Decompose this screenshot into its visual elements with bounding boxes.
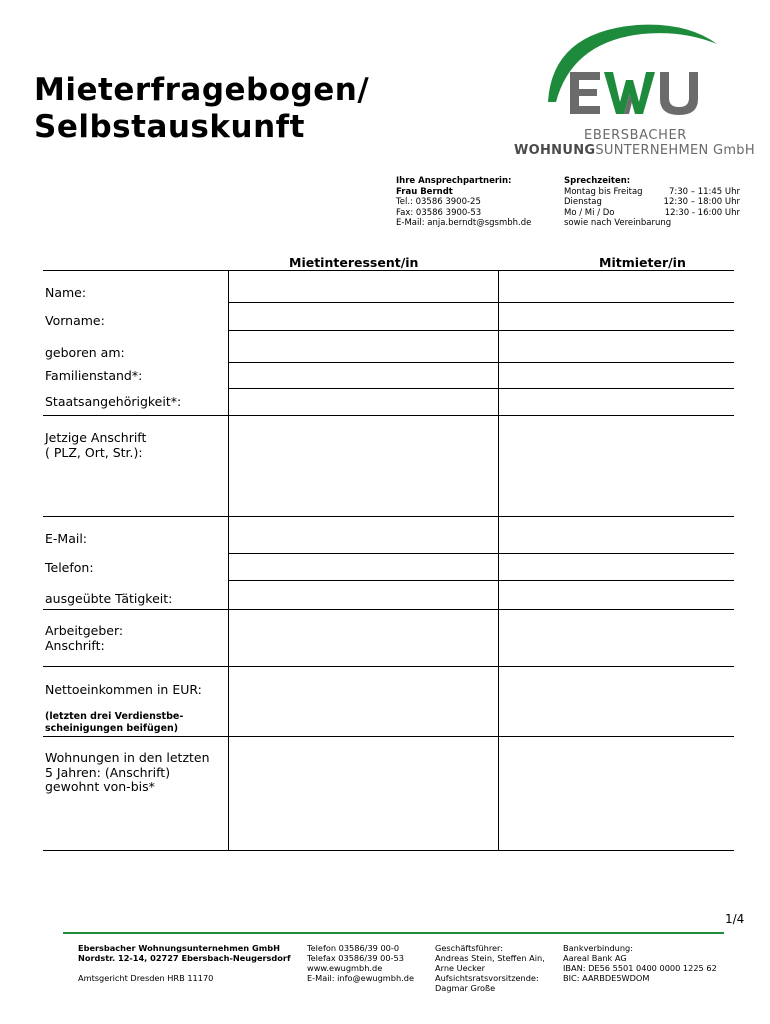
logo-subtitle-2: [514, 143, 755, 158]
footer-phone: [307, 943, 414, 983]
column-divider: [498, 270, 499, 850]
comover-nationality-field[interactable]: [500, 390, 733, 414]
comover-employer-field[interactable]: [500, 611, 733, 665]
applicant-employer-field[interactable]: [230, 611, 497, 665]
label-address-line: Jetzige Anschrift: [45, 430, 147, 445]
applicant-address-field[interactable]: [230, 417, 497, 515]
income-note: [45, 711, 183, 735]
footer-line: Ebersbacher Wohnungsunternehmen GmbH: [78, 943, 280, 953]
footer-line: Telefon 03586/39 00-0: [307, 943, 400, 953]
logo-subtitle-1: EBERSBACHER: [584, 128, 687, 143]
row-divider: [228, 302, 734, 303]
row-divider: [43, 415, 734, 416]
label-prior-homes-line: gewohnt von-bis*: [45, 779, 155, 794]
applicant-email-field[interactable]: [230, 518, 497, 552]
hours-row: [564, 208, 740, 219]
income-note-line: scheinigungen beifügen): [45, 723, 179, 734]
comover-prior-homes-field[interactable]: [500, 738, 733, 849]
label-prior-homes-line: 5 Jahren: (Anschrift): [45, 764, 171, 780]
label-birthdate: geboren am:: [45, 345, 125, 360]
footer-website-link[interactable]: www.ewugmbh.de: [307, 963, 383, 973]
hours-time: 12:30 - 16:00 Uhr: [664, 207, 740, 218]
row-divider: [228, 553, 734, 554]
applicant-name-field[interactable]: [230, 272, 497, 301]
footer-line: Telefax 03586/39 00-53: [307, 953, 404, 963]
applicant-occupation-field[interactable]: [230, 582, 497, 608]
footer-line: Aufsichtsratsvorsitzende:: [435, 973, 539, 983]
contact-heading: Ihre Ansprechpartnerin:: [396, 176, 512, 186]
label-employer-line: Arbeitgeber:: [45, 623, 124, 638]
label-marital-status: Familienstand*:: [45, 368, 143, 383]
page-title: [34, 72, 369, 146]
row-divider: [43, 516, 734, 517]
label-address: [45, 431, 146, 460]
title-line-1: Mieterfragebogen/: [34, 72, 370, 108]
comover-birthdate-field[interactable]: [500, 332, 733, 361]
label-prior-homes: [45, 751, 210, 795]
row-divider: [228, 580, 734, 581]
footer-line: Bankverbindung:: [563, 943, 634, 953]
income-note-line: (letzten drei Verdienstbe-: [45, 711, 184, 722]
col-header-comover: Mitmieter/in: [599, 255, 686, 270]
column-divider: [228, 270, 229, 850]
contact-fax: Fax: 03586 3900-53: [396, 207, 482, 218]
table-bottom-border: [43, 850, 734, 851]
label-employer: [45, 624, 123, 653]
title-line-2: Selbstauskunft: [34, 109, 305, 145]
hours-day: Mo / Mi / Do: [564, 207, 615, 218]
row-divider: [228, 388, 734, 389]
comover-firstname-field[interactable]: [500, 304, 733, 329]
label-net-income: Nettoeinkommen in EUR:: [45, 682, 202, 697]
label-address-line: ( PLZ, Ort, Str.):: [45, 444, 143, 460]
contact-email[interactable]: E-Mail: anja.berndt@sgsmbh.de: [396, 218, 532, 228]
hours-note: sowie nach Vereinbarung: [564, 218, 672, 228]
label-nationality: Staatsangehörigkeit*:: [45, 394, 182, 409]
hours-day: Montag bis Freitag: [564, 186, 643, 197]
comover-phone-field[interactable]: [500, 555, 733, 579]
footer-bank: [563, 943, 717, 983]
comover-marital-field[interactable]: [500, 364, 733, 387]
page-number: 1/4: [725, 912, 745, 926]
label-prior-homes-line: Wohnungen in den letzten: [45, 750, 210, 765]
footer-line: BIC: AARBDE5WDOM: [563, 973, 650, 983]
col-header-applicant: Mietinteressent/in: [289, 255, 419, 270]
footer-line: Amtsgericht Dresden HRB 11170: [78, 973, 214, 983]
comover-income-field[interactable]: [500, 668, 733, 735]
label-phone: Telefon:: [45, 560, 94, 575]
footer-line: Dagmar Große: [435, 983, 496, 993]
row-divider: [228, 330, 734, 331]
footer-rule: [63, 932, 724, 934]
label-occupation: ausgeübte Tätigkeit:: [45, 591, 173, 606]
contact-block: [396, 176, 531, 229]
hours-day: Dienstag: [564, 197, 602, 207]
row-divider: [43, 666, 734, 667]
applicant-firstname-field[interactable]: [230, 304, 497, 329]
hours-time: 12:30 – 18:00 Uhr: [663, 197, 740, 207]
ewu-logo-graphic: [512, 22, 757, 132]
applicant-income-field[interactable]: [230, 668, 497, 735]
label-email: E-Mail:: [45, 531, 88, 546]
row-divider: [43, 736, 734, 737]
logo-subtitle-bold: WOHNUNG: [514, 143, 596, 158]
comover-email-field[interactable]: [500, 518, 733, 552]
footer-email-link[interactable]: E-Mail: info@ewugmbh.de: [307, 973, 414, 983]
comover-name-field[interactable]: [500, 272, 733, 301]
footer-company: [78, 943, 291, 983]
table-top-border: [43, 270, 734, 271]
contact-tel: Tel.: 03586 3900-25: [396, 197, 481, 207]
label-name: Name:: [45, 285, 87, 300]
contact-name: Frau Berndt: [396, 186, 453, 197]
applicant-birthdate-field[interactable]: [230, 332, 497, 361]
applicant-nationality-field[interactable]: [230, 390, 497, 414]
logo-subtitle-rest: SUNTERNEHMEN GmbH: [595, 143, 755, 158]
label-employer-line: Anschrift:: [45, 637, 105, 653]
hours-row: [564, 197, 740, 208]
hours-time: 7:30 – 11:45 Uhr: [668, 186, 740, 197]
applicant-prior-homes-field[interactable]: [230, 738, 497, 849]
footer-line: Arne Uecker: [435, 963, 486, 973]
footer-management: [435, 943, 545, 993]
footer-line: Nordstr. 12-14, 02727 Ebersbach-Neugersdorf: [78, 953, 291, 963]
applicant-marital-field[interactable]: [230, 364, 497, 387]
row-divider: [228, 362, 734, 363]
hours-row: [564, 187, 740, 198]
comover-occupation-field[interactable]: [500, 582, 733, 608]
footer-line: Aareal Bank AG: [563, 953, 627, 963]
office-hours: [564, 176, 740, 229]
hours-heading: Sprechzeiten:: [564, 176, 631, 186]
comover-address-field[interactable]: [500, 417, 733, 515]
applicant-phone-field[interactable]: [230, 555, 497, 579]
footer-line: Andreas Stein, Steffen Ain,: [435, 953, 545, 963]
footer-line: Geschäftsführer:: [435, 943, 504, 953]
label-firstname: Vorname:: [45, 313, 105, 328]
ewu-logo: [512, 22, 757, 162]
row-divider: [43, 609, 734, 610]
footer-line: IBAN: DE56 5501 0400 0000 1225 62: [563, 963, 717, 973]
